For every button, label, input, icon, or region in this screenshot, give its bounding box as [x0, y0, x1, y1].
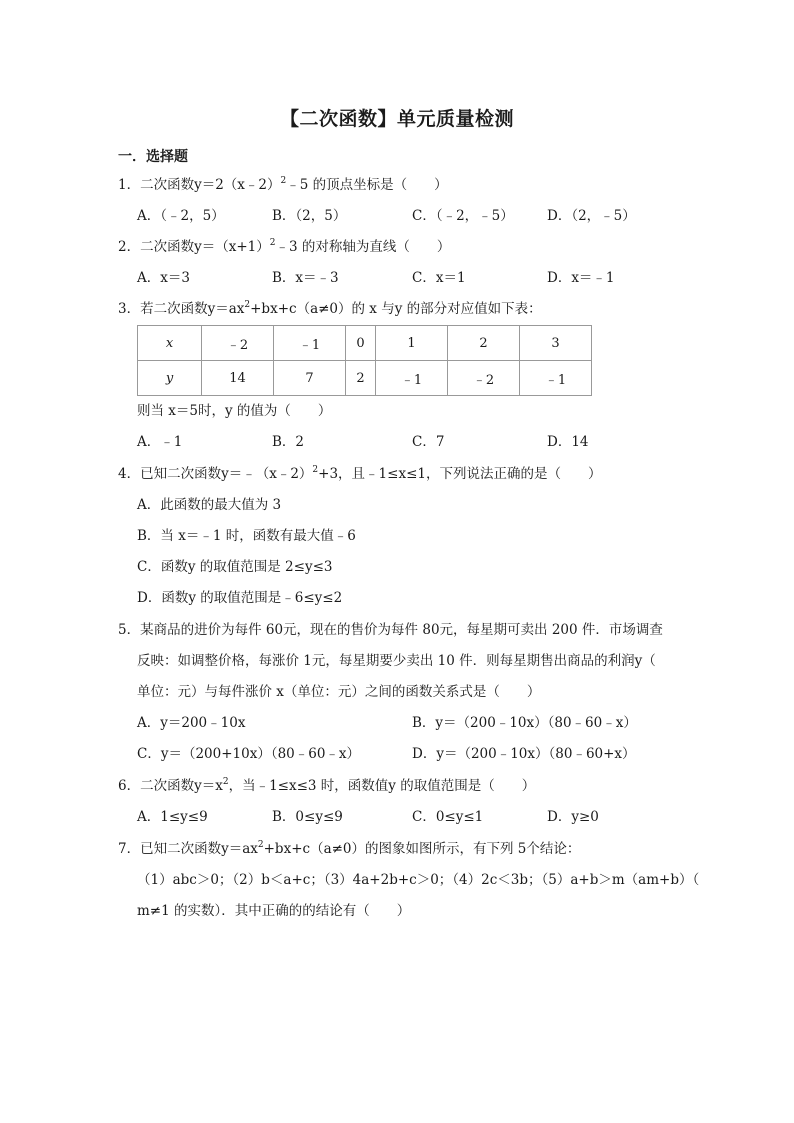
question-2-option-b[interactable]: B．x＝﹣3 — [272, 270, 339, 286]
table-header-x: x — [138, 326, 202, 361]
question-1-option-c[interactable]: C．（﹣2，﹣5） — [412, 208, 514, 224]
table-cell: ﹣1 — [375, 361, 447, 396]
question-1-option-a[interactable]: A．（﹣2，5） — [137, 208, 225, 224]
question-4-option-a[interactable]: A．此函数的最大值为 3 — [137, 497, 282, 513]
question-3-option-c[interactable]: C．7 — [412, 434, 445, 450]
table-cell: ﹣2 — [202, 326, 274, 361]
question-2-option-c[interactable]: C．x＝1 — [412, 270, 466, 286]
question-3-stem: 3．若二次函数$y=ax^2+bx+c(a\ne 0)$的 x 与y 的部分对应值如下表： — [118, 300, 542, 317]
question-4-option-c[interactable]: C．函数y 的取值范围是 2≤y≤3 — [137, 559, 333, 575]
page-title: 【二次函数】单元质量检测 — [279, 108, 514, 130]
question-4-option-b[interactable]: B．当 x＝﹣1 时，函数有最大值﹣6 — [137, 528, 356, 544]
question-3-option-a[interactable]: A．﹣1 — [137, 434, 183, 450]
question-6-option-c[interactable]: C．0≤y≤1 — [412, 809, 484, 825]
question-7-prompt: m≠1 的实数）．其中正确的的结论有（ ） — [137, 903, 411, 919]
table-cell: 0 — [346, 326, 376, 361]
question-5-option-a[interactable]: A．y＝200﹣10x — [137, 715, 246, 731]
question-4-option-d[interactable]: D．函数y 的取值范围是﹣6≤y≤2 — [137, 590, 343, 606]
table-cell: ﹣1 — [519, 361, 591, 396]
question-6-stem: 6．二次函数$y=x^2$，当﹣1≤x≤3 时，函数值y 的取值范围是（ ） — [118, 777, 536, 794]
question-4-stem: 4．已知二次函数y＝﹣（x﹣2）$^2$+3，且﹣1≤x≤1，下列说法正确的是（ ） — [118, 465, 602, 482]
question-3-option-b[interactable]: B．2 — [272, 434, 305, 450]
table-cell: 2 — [447, 326, 519, 361]
table-cell: ﹣2 — [447, 361, 519, 396]
question-2-stem: 2．二次函数$y=(x+1)^2﹣3$ 的对称轴为直线（ ） — [118, 238, 451, 255]
question-5-option-d[interactable]: D．y＝（200﹣10x）（80﹣60+x） — [412, 746, 636, 762]
question-5-stem-line-3: 单位：元）与每件涨价 x（单位：元）之间的函数关系式是（ ） — [137, 684, 541, 700]
question-7-stem: 7．已知二次函数$y=ax^2+bx+c(a\ne 0)$的图象如图所示，有下列 5个结论： — [118, 840, 581, 857]
question-2-option-d[interactable]: D．x＝﹣1 — [547, 270, 615, 286]
question-5-stem-line-1: 5．某商品的进价为每件 60元，现在的售价为每件 80元，每星期可卖出 200 件．市场调查 — [118, 622, 663, 638]
question-3-prompt: 则当 x＝5时，y 的值为（ ） — [137, 403, 332, 419]
table-cell: 14 — [202, 361, 274, 396]
table-row-y — [138, 361, 592, 396]
table-cell: 1 — [375, 326, 447, 361]
question-1-stem: 1．二次函数y＝2（x﹣2）$^2$﹣5 的顶点坐标是（ ） — [118, 176, 448, 193]
question-3-option-d[interactable]: D．14 — [547, 434, 589, 450]
table-header-y: y — [138, 361, 202, 396]
section-heading: 一．选择题 — [118, 149, 188, 165]
question-5-option-c[interactable]: C．y＝（200+10x）（80﹣60﹣x） — [137, 746, 361, 762]
question-6-option-a[interactable]: A．1≤y≤9 — [137, 809, 208, 825]
table-cell: 7 — [274, 361, 346, 396]
question-1-option-d[interactable]: D．（2，﹣5） — [547, 208, 636, 224]
question-2-option-a[interactable]: A．x＝3 — [137, 270, 190, 286]
value-table — [137, 325, 592, 396]
question-1-option-b[interactable]: B．（2，5） — [272, 208, 347, 224]
question-6-option-b[interactable]: B．0≤y≤9 — [272, 809, 343, 825]
table-row-x — [138, 326, 592, 361]
table-cell: 3 — [519, 326, 591, 361]
question-5-option-b[interactable]: B．y＝（200﹣10x）（80﹣60﹣x） — [412, 715, 637, 731]
table-cell: 2 — [346, 361, 376, 396]
question-7-conclusions: （1）abc＞0；（2）b＜a+c；（3）4a+2b+c＞0；（4）2c＜3b；（5）a+b＞m（am+b）（ — [137, 872, 700, 888]
question-5-stem-line-2: 反映：如调整价格，每涨价 1元，每星期要少卖出 10 件．则每星期售出商品的利润y（ — [137, 653, 656, 669]
question-6-option-d[interactable]: D．y≥0 — [547, 809, 599, 825]
table-cell: ﹣1 — [274, 326, 346, 361]
